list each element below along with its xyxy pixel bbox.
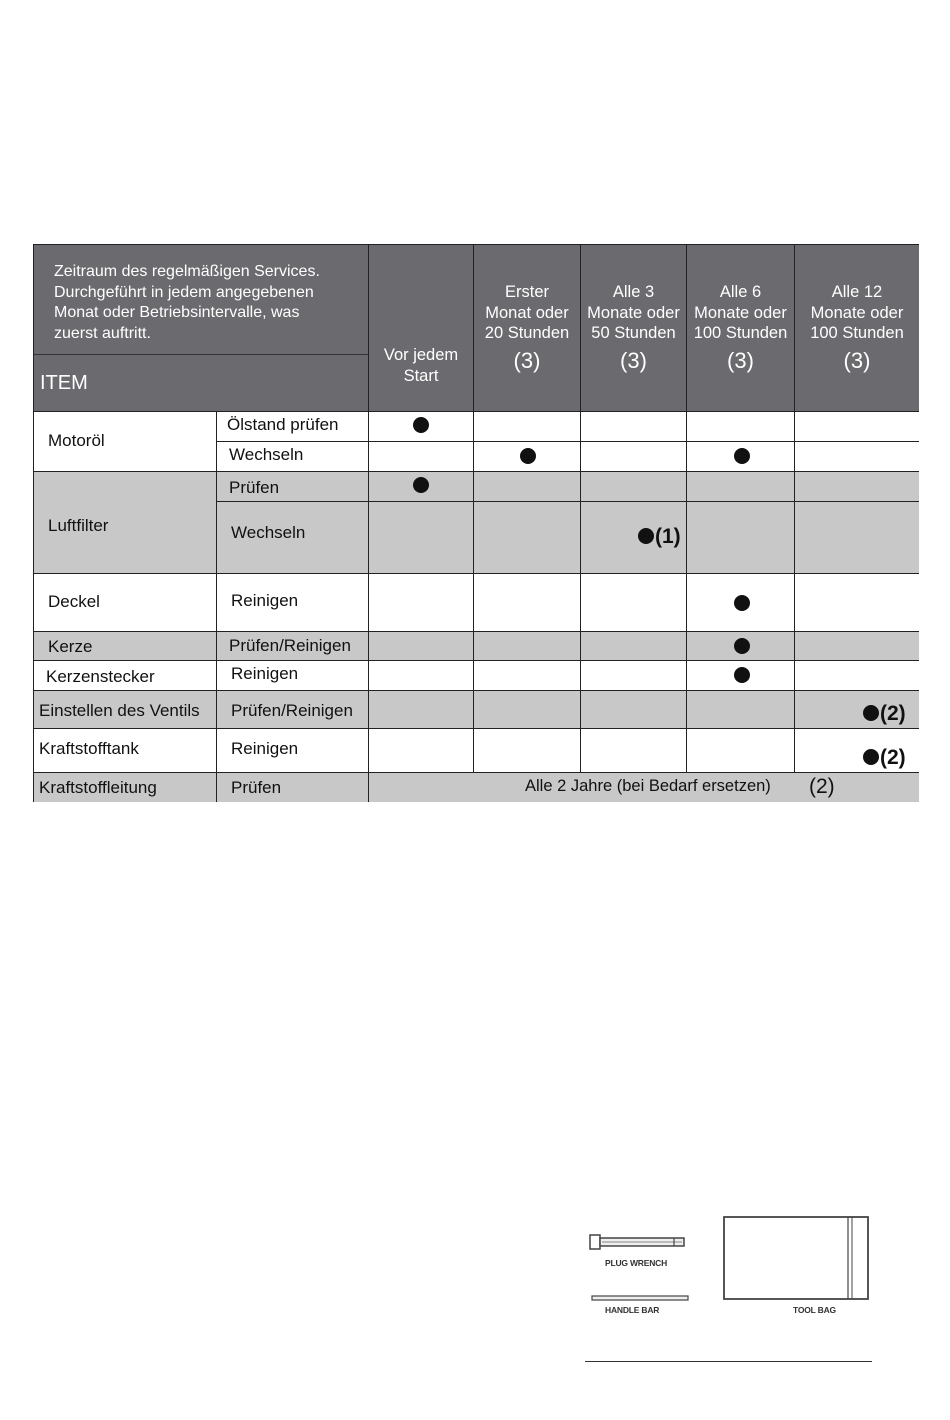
- schedule-mark-with-note: [863, 746, 906, 770]
- schedule-mark-dot: [413, 417, 429, 433]
- schedule-mark-dot: [520, 448, 536, 464]
- grid-cell: [795, 442, 919, 472]
- row-item-label: Kerzenstecker: [46, 667, 155, 686]
- grid-cell: [474, 412, 581, 442]
- tool-kit-illustration: [585, 1210, 875, 1370]
- schedule-mark-note: (2): [880, 702, 906, 725]
- grid-cell: [795, 412, 919, 442]
- grid-cell: [474, 729, 581, 773]
- schedule-mark-dot: [413, 477, 429, 493]
- grid-cell: [369, 691, 474, 729]
- header-col-3-months: [581, 245, 687, 412]
- grid-cell: [581, 574, 687, 632]
- header-item-label: ITEM: [40, 372, 88, 394]
- row-span-cell: [369, 773, 919, 802]
- grid-cell: [581, 691, 687, 729]
- schedule-mark-dot: [734, 595, 750, 611]
- grid-cell: [795, 661, 919, 691]
- row-action-label: Ölstand prüfen: [227, 415, 339, 434]
- row-action-cell: [217, 773, 369, 802]
- row-action-label: Wechseln: [231, 523, 306, 542]
- row-action-label: Prüfen/Reinigen: [229, 636, 351, 655]
- row-item-label: Motoröl: [48, 431, 105, 450]
- grid-cell: [687, 412, 795, 442]
- grid-cell: [795, 472, 919, 502]
- tool-bag-icon: [721, 1214, 871, 1302]
- header-period-note: Zeitraum des regelmäßigen Services. Durchgeführt in jedem angegebenen Monat oder Betriebsintervalle, was zuerst auftritt.: [54, 263, 320, 342]
- grid-cell: [687, 502, 795, 574]
- row-action-cell: [217, 632, 369, 661]
- schedule-mark-dot: [863, 705, 879, 721]
- header-col-first-month: [474, 245, 581, 412]
- grid-cell: [795, 502, 919, 574]
- grid-cell: [474, 661, 581, 691]
- schedule-mark-with-note: [638, 525, 681, 549]
- row-item-label: Kraftstoffleitung: [39, 778, 157, 797]
- row-action-cell: [217, 502, 369, 574]
- grid-cell: [474, 691, 581, 729]
- row-item-spark-plug: [34, 632, 217, 661]
- tool-bag-label: TOOL BAG: [793, 1305, 836, 1315]
- row-item-fuel-line: [34, 773, 217, 802]
- row-action-label: Reinigen: [231, 739, 299, 758]
- schedule-mark-note: (2): [880, 746, 906, 769]
- schedule-mark-dot: [863, 749, 879, 765]
- grid-cell: [369, 442, 474, 472]
- row-item-cover: [34, 574, 217, 632]
- row-action-cell: [217, 661, 369, 691]
- grid-cell: [795, 632, 919, 661]
- schedule-mark-note: (1): [655, 525, 681, 548]
- grid-cell: [369, 661, 474, 691]
- handle-bar-icon: [591, 1294, 691, 1302]
- header-col-note: (3): [843, 348, 871, 373]
- row-action-label: Reinigen: [231, 664, 299, 683]
- grid-cell: [369, 574, 474, 632]
- row-action-cell: [217, 472, 369, 502]
- row-item-label: Kerze: [48, 637, 93, 656]
- header-col-note: (3): [620, 348, 647, 373]
- row-item-air-filter: [34, 472, 217, 574]
- grid-cell: [687, 472, 795, 502]
- row-action-label: Prüfen: [231, 778, 282, 797]
- header-col-label: Erster Monat oder 20 Stunden: [484, 283, 570, 342]
- row-item-label: Deckel: [48, 592, 100, 611]
- schedule-mark-dot: [638, 528, 654, 544]
- schedule-mark-dot: [734, 667, 750, 683]
- fuel-line-interval-text: Alle 2 Jahre (bei Bedarf ersetzen): [525, 777, 771, 795]
- divider-line: [585, 1361, 872, 1362]
- schedule-mark-dot: [734, 638, 750, 654]
- grid-cell: [581, 661, 687, 691]
- grid-cell: [581, 412, 687, 442]
- header-col-note: (3): [513, 348, 541, 373]
- row-item-plug-cap: [34, 661, 217, 691]
- grid-cell: [474, 574, 581, 632]
- row-item-fuel-tank: [34, 729, 217, 773]
- fuel-line-note: (2): [809, 775, 835, 798]
- header-col-label: Vor jedem Start: [383, 346, 459, 385]
- row-item-valve-adjust: [34, 691, 217, 729]
- grid-cell: [369, 502, 474, 574]
- grid-cell: [581, 729, 687, 773]
- grid-cell: [369, 729, 474, 773]
- row-item-label: Einstellen des Ventils: [39, 701, 200, 720]
- header-col-label: Alle 12 Monate oder 100 Stunden: [810, 283, 904, 342]
- row-item-label: Luftfilter: [48, 516, 109, 535]
- header-col-note: (3): [727, 348, 754, 373]
- grid-cell: [581, 442, 687, 472]
- row-action-label: Prüfen/Reinigen: [231, 701, 353, 720]
- row-item-label: Kraftstofftank: [39, 739, 139, 758]
- row-action-cell: [217, 442, 369, 472]
- row-action-cell: [217, 691, 369, 729]
- grid-cell: [474, 472, 581, 502]
- row-action-cell: [217, 729, 369, 773]
- schedule-mark-dot: [734, 448, 750, 464]
- header-col-label: Alle 3 Monate oder 50 Stunden: [587, 283, 680, 342]
- header-item-cell: [34, 355, 369, 412]
- plug-wrench-label: PLUG WRENCH: [605, 1258, 668, 1268]
- row-item-motor-oil: [34, 412, 217, 472]
- grid-cell: [369, 632, 474, 661]
- header-col-label: Alle 6 Monate oder 100 Stunden: [693, 283, 788, 342]
- maintenance-schedule-table: [33, 244, 919, 802]
- grid-cell: [581, 472, 687, 502]
- handle-bar-label: HANDLE BAR: [605, 1305, 660, 1315]
- row-action-cell: [217, 412, 369, 442]
- header-col-6-months: [687, 245, 795, 412]
- grid-cell: [687, 729, 795, 773]
- row-action-cell: [217, 574, 369, 632]
- row-action-label: Wechseln: [229, 445, 304, 464]
- grid-cell: [795, 574, 919, 632]
- header-col-12-months: [795, 245, 919, 412]
- header-period-note-cell: [34, 245, 369, 355]
- grid-cell: [474, 632, 581, 661]
- grid-cell: [474, 502, 581, 574]
- row-action-label: Prüfen: [229, 478, 280, 497]
- plug-wrench-icon: [588, 1230, 688, 1254]
- grid-cell: [687, 691, 795, 729]
- row-action-label: Reinigen: [231, 591, 299, 610]
- header-col-before-start: [369, 245, 474, 412]
- schedule-mark-with-note: [863, 702, 906, 726]
- grid-cell: [581, 632, 687, 661]
